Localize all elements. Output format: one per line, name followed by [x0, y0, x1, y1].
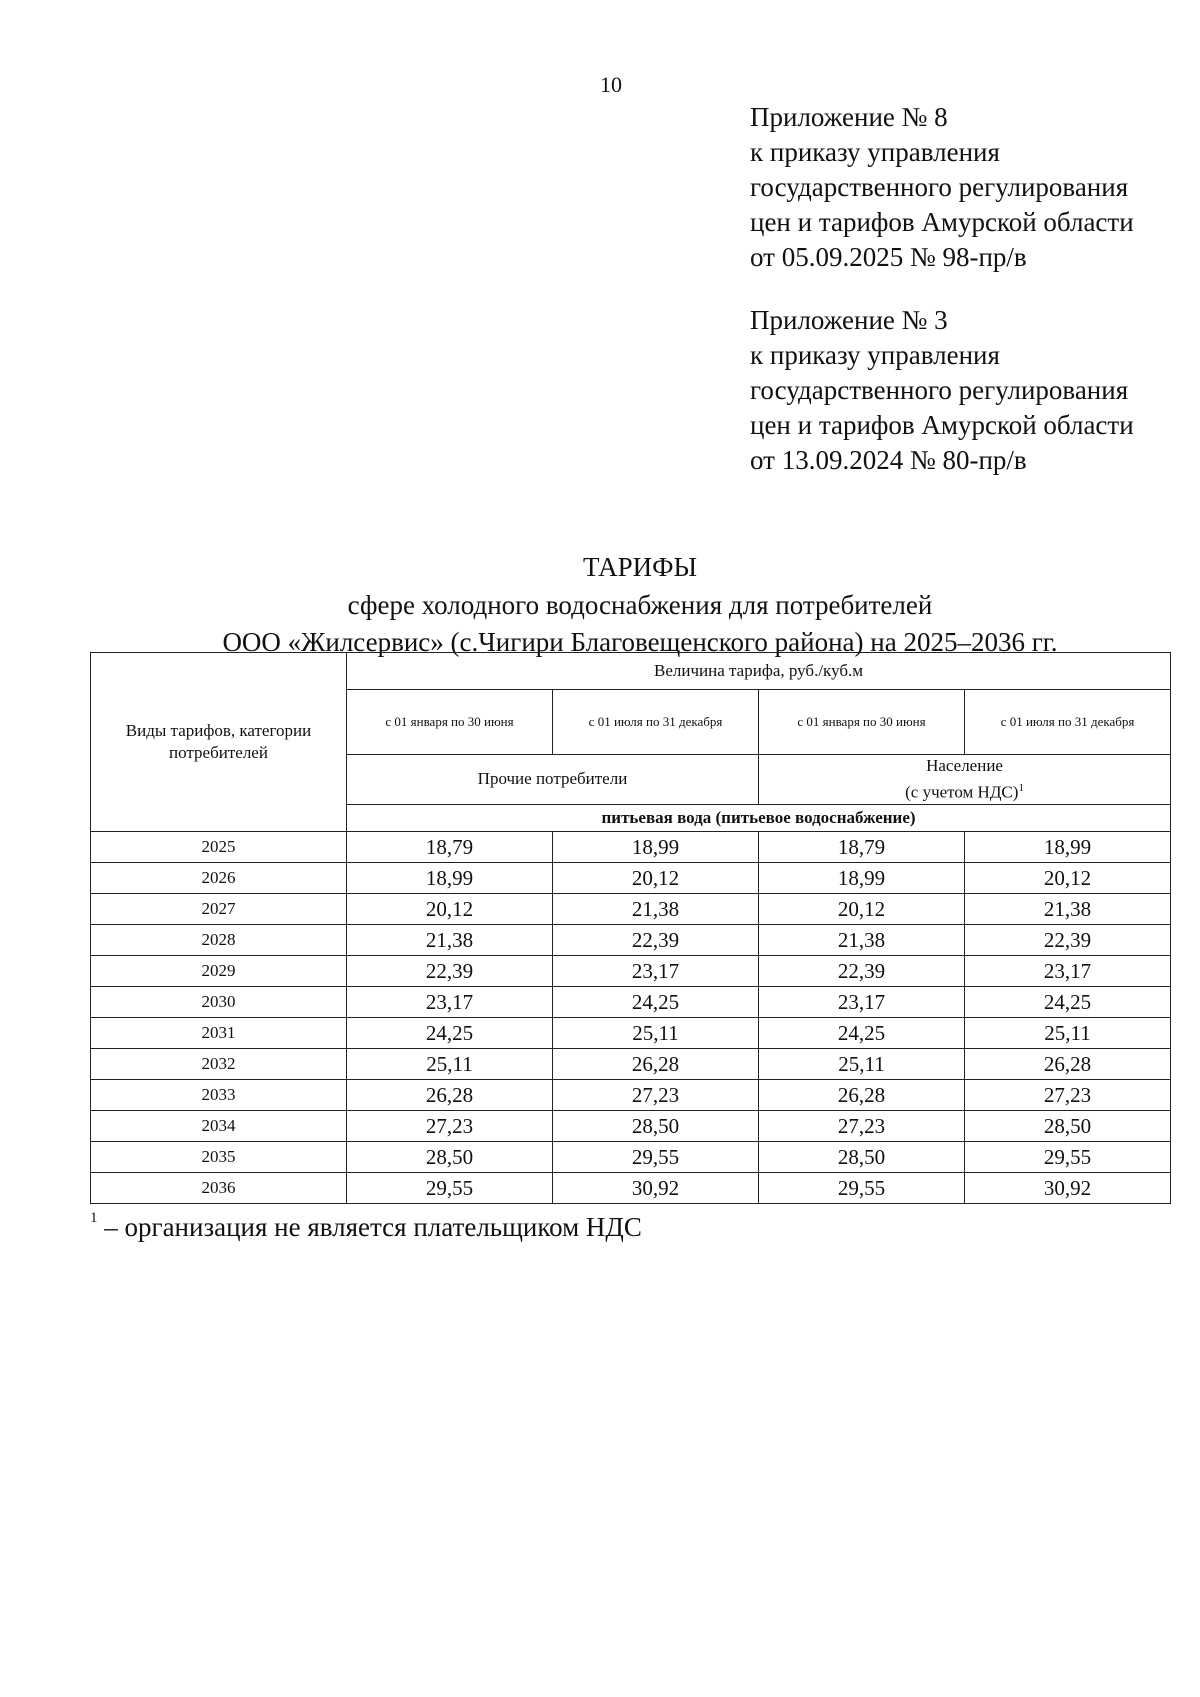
tariff-value-cell: 22,39 [965, 924, 1171, 955]
tariff-value-cell: 18,79 [759, 831, 965, 862]
tariff-value-cell: 25,11 [553, 1017, 759, 1048]
period-header: с 01 июля по 31 декабря [553, 690, 759, 755]
tariff-value-cell: 27,23 [759, 1110, 965, 1141]
tariff-value-cell: 28,50 [759, 1141, 965, 1172]
page-number: 10 [600, 72, 622, 97]
group-population [759, 755, 1171, 805]
tariff-value-cell: 25,11 [965, 1017, 1171, 1048]
year-cell: 2031 [91, 1017, 347, 1048]
appendix-line: Приложение № 3 [750, 305, 948, 335]
tariff-value-cell: 27,23 [965, 1079, 1171, 1110]
tariff-value-cell: 24,25 [347, 1017, 553, 1048]
tariff-value-cell: 24,25 [965, 986, 1171, 1017]
tariff-value-cell: 21,38 [347, 924, 553, 955]
year-cell: 2025 [91, 831, 347, 862]
tariff-value-cell: 28,50 [347, 1141, 553, 1172]
tariff-value-cell: 28,50 [965, 1110, 1171, 1141]
table-row [91, 1048, 1171, 1079]
year-cell: 2032 [91, 1048, 347, 1079]
tariff-value-cell: 18,99 [347, 862, 553, 893]
appendix-line: цен и тарифов Амурской области [750, 207, 1134, 237]
table-row [91, 831, 1171, 862]
tariff-value-cell: 18,79 [347, 831, 553, 862]
year-cell: 2029 [91, 955, 347, 986]
appendix-line: цен и тарифов Амурской области [750, 410, 1134, 440]
appendix-line: от 05.09.2025 № 98-пр/в [750, 242, 1027, 272]
tariff-value-cell: 20,12 [759, 893, 965, 924]
tariff-value-cell: 18,99 [965, 831, 1171, 862]
tariff-value-cell: 22,39 [759, 955, 965, 986]
appendix-line: Приложение № 8 [750, 102, 948, 132]
tariff-value-cell: 27,23 [553, 1079, 759, 1110]
year-cell: 2028 [91, 924, 347, 955]
table-row [91, 862, 1171, 893]
tariff-value-cell: 21,38 [759, 924, 965, 955]
tariff-value-cell: 25,11 [759, 1048, 965, 1079]
service-type-header: питьевая вода (питьевое водоснабжение) [347, 804, 1171, 831]
tariff-value-cell: 26,28 [553, 1048, 759, 1079]
year-cell: 2030 [91, 986, 347, 1017]
table-row [91, 955, 1171, 986]
tariff-value-cell: 18,99 [553, 831, 759, 862]
year-cell: 2036 [91, 1172, 347, 1203]
tariff-value-cell: 18,99 [759, 862, 965, 893]
table-header-row [91, 653, 1171, 690]
tariff-value-cell: 24,25 [553, 986, 759, 1017]
table-row [91, 986, 1171, 1017]
year-cell: 2026 [91, 862, 347, 893]
tariff-value-cell: 21,38 [965, 893, 1171, 924]
appendix-line: государственного регулирования [750, 172, 1129, 202]
tariff-value-cell: 26,28 [347, 1079, 553, 1110]
tariff-value-cell: 23,17 [347, 986, 553, 1017]
tariff-value-cell: 30,92 [965, 1172, 1171, 1203]
table-row [91, 1017, 1171, 1048]
table-row [91, 1079, 1171, 1110]
tariff-value-cell: 29,55 [965, 1141, 1171, 1172]
year-cell: 2035 [91, 1141, 347, 1172]
appendix-line: государственного регулирования [750, 375, 1129, 405]
tariff-table-body [91, 653, 1171, 1204]
tariff-value-cell: 23,17 [759, 986, 965, 1017]
appendix-line: к приказу управления [750, 340, 1000, 370]
tariff-value-cell: 23,17 [965, 955, 1171, 986]
footnote-marker: 1 [90, 1210, 98, 1226]
tariff-value-cell: 20,12 [347, 893, 553, 924]
tariff-value-cell: 29,55 [347, 1172, 553, 1203]
tariff-value-cell: 22,39 [553, 924, 759, 955]
table-row [91, 893, 1171, 924]
document-title: ТАРИФЫ [582, 552, 698, 582]
tariff-value-cell: 25,11 [347, 1048, 553, 1079]
year-cell: 2027 [91, 893, 347, 924]
table-row [91, 1172, 1171, 1203]
tariff-value-cell: 26,28 [965, 1048, 1171, 1079]
year-cell: 2034 [91, 1110, 347, 1141]
tariff-value-cell: 30,92 [553, 1172, 759, 1203]
table-row [91, 1110, 1171, 1141]
document-subtitle-organization: ООО «Жилсервис» (с.Чигири Благовещенского района) на 2025–2036 гг. [222, 627, 1058, 657]
tariff-value-cell: 27,23 [347, 1110, 553, 1141]
tariff-value-cell: 23,17 [553, 955, 759, 986]
tariff-value-cell: 21,38 [553, 893, 759, 924]
footnote [90, 1212, 642, 1243]
document-subtitle: сфере холодного водоснабжения для потребителей [347, 590, 933, 620]
table-row [91, 1141, 1171, 1172]
group-population-vat-note: (с учетом НДС) [905, 782, 1019, 802]
table-row [91, 924, 1171, 955]
appendix-header-8 [750, 100, 1134, 275]
category-header: Виды тарифов, категории потребителей [91, 653, 347, 832]
appendix-line: от 13.09.2024 № 80-пр/в [750, 445, 1027, 475]
tariff-value-cell: 22,39 [347, 955, 553, 986]
tariff-value-cell: 28,50 [553, 1110, 759, 1141]
tariff-value-cell: 20,12 [553, 862, 759, 893]
tariff-table [90, 652, 1171, 1204]
period-header: с 01 января по 30 июня [759, 690, 965, 755]
footnote-text: – организация не является плательщиком НДС [97, 1212, 642, 1242]
tariff-value-cell: 26,28 [759, 1079, 965, 1110]
group-other-consumers: Прочие потребители [347, 755, 759, 805]
period-header: с 01 января по 30 июня [347, 690, 553, 755]
appendix-header-3 [750, 303, 1134, 478]
footnote-reference: 1 [1018, 782, 1024, 794]
tariff-value-cell: 24,25 [759, 1017, 965, 1048]
tariff-value-header: Величина тарифа, руб./куб.м [347, 653, 1171, 690]
tariff-value-cell: 29,55 [759, 1172, 965, 1203]
group-population-label: Население [926, 756, 1003, 775]
appendix-line: к приказу управления [750, 137, 1000, 167]
tariff-value-cell: 29,55 [553, 1141, 759, 1172]
tariff-value-cell: 20,12 [965, 862, 1171, 893]
period-header: с 01 июля по 31 декабря [965, 690, 1171, 755]
year-cell: 2033 [91, 1079, 347, 1110]
